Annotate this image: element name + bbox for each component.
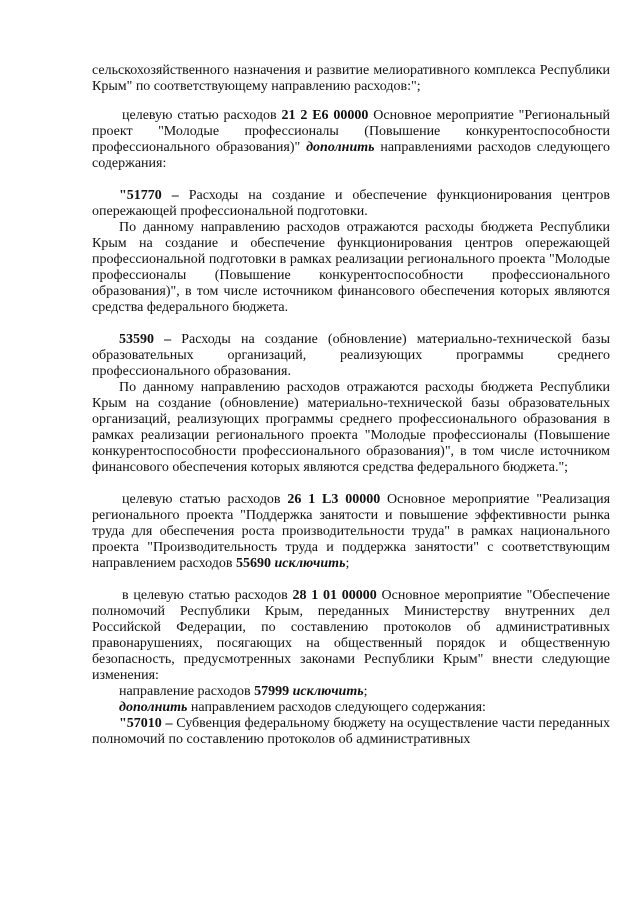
paragraph-code-51770 xyxy=(92,188,610,220)
expense-code: "51770 xyxy=(119,188,162,203)
expense-code: "57010 xyxy=(119,716,162,731)
paragraph-text: По данному направлению расходов отражаются расходы бюджета Республики Крым на создание и обеспечение функционирования центров опережающей профессиональной подготовки в рамках реализации регионального проекта "Молодые профессионалы (Повышение конкурентоспособности профессионального образования)", в том числе источником финансового обеспечения которых являются средства федерального бюджета. xyxy=(92,220,610,315)
dash: – xyxy=(154,332,182,347)
paragraph-exclude-57999 xyxy=(92,684,610,700)
paragraph-text: сельскохозяйственного назначения и развитие мелиоративного комплекса Республики Крым" по соответствующему направлению расходов:"; xyxy=(92,63,610,94)
target-code: 28 1 01 00000 xyxy=(292,588,377,603)
paragraph-text: целевую статью расходов xyxy=(122,492,288,507)
paragraph-text: направлением расходов следующего содержания: xyxy=(187,700,486,715)
paragraph-code-53590 xyxy=(92,332,610,380)
expense-code: 57999 xyxy=(254,684,290,699)
paragraph-text: ; xyxy=(363,684,368,699)
paragraph-text: целевую статью расходов xyxy=(122,108,282,123)
paragraph-code-57010 xyxy=(92,716,610,748)
target-code: 26 1 L3 00000 xyxy=(287,492,381,507)
paragraph-text: Расходы на создание (обновление) материально-технической базы образовательных организаций, реализующих программы среднего профессионального образования. xyxy=(92,332,610,379)
paragraph-description-51770 xyxy=(92,220,610,316)
paragraph-add-direction xyxy=(92,700,610,716)
paragraph-text: направлениями расходов следующего содержания: xyxy=(92,140,611,171)
paragraph-target-28 xyxy=(92,588,610,684)
expense-code: 53590 xyxy=(119,332,154,347)
paragraph-target-21 xyxy=(92,108,610,172)
action-word: дополнить xyxy=(119,700,188,715)
action-word: исключить xyxy=(274,556,346,571)
document-page xyxy=(92,63,610,748)
paragraph-text: Субвенция федеральному бюджету на осуществление части переданных полномочий по составлению протоколов об административных xyxy=(92,716,611,747)
paragraph-text: ; xyxy=(345,556,350,571)
target-code: 21 2 Е6 00000 xyxy=(281,108,369,123)
paragraph-text: направление расходов xyxy=(119,684,255,699)
paragraph-text: Основное мероприятие "Реализация регионального проекта "Поддержка занятости и повышение эффективности рынка труда для обеспечения роста производительности труда" в рамках национального проекта "Производительность труда и поддержка занятости" с соответствующим направлением расходов xyxy=(92,492,611,571)
action-word: исключить xyxy=(292,684,364,699)
paragraph-text: По данному направлению расходов отражаются расходы бюджета Республики Крым на создание (обновление) материально-технической базы образовательных организаций, реализующих программы среднего профессионального образования в рамках реализации регионального проекта "Молодые профессионалы (Повышение конкурентоспособности профессионального образования)", в том числе источником финансового обеспечения которых являются средства федерального бюджета."; xyxy=(92,380,610,475)
paragraph-intro xyxy=(92,63,610,95)
paragraph-text: Расходы на создание и обеспечение функционирования центров опережающей профессиональной подготовки. xyxy=(92,188,610,219)
paragraph-description-53590 xyxy=(92,380,610,476)
action-word: дополнить xyxy=(306,140,375,155)
paragraph-target-26 xyxy=(92,492,610,572)
paragraph-text: Основное мероприятие "Региональный проект "Молодые профессионалы (Повышение конкурентоспособности профессионального образования)" xyxy=(92,108,611,155)
expense-code: 55690 xyxy=(235,556,271,571)
paragraph-text: в целевую статью расходов xyxy=(122,588,293,603)
dash: – xyxy=(161,188,189,203)
dash: – xyxy=(161,716,177,731)
paragraph-text: Основное мероприятие "Обеспечение полномочий Республики Крым, переданных Министерству внутренних дел Российской Федерации, по составлению протоколов об административных правонарушениях, посягающих на общественный порядок и общественную безопасность, предусмотренных законами Республики Крым" внести следующие изменения: xyxy=(92,588,610,683)
